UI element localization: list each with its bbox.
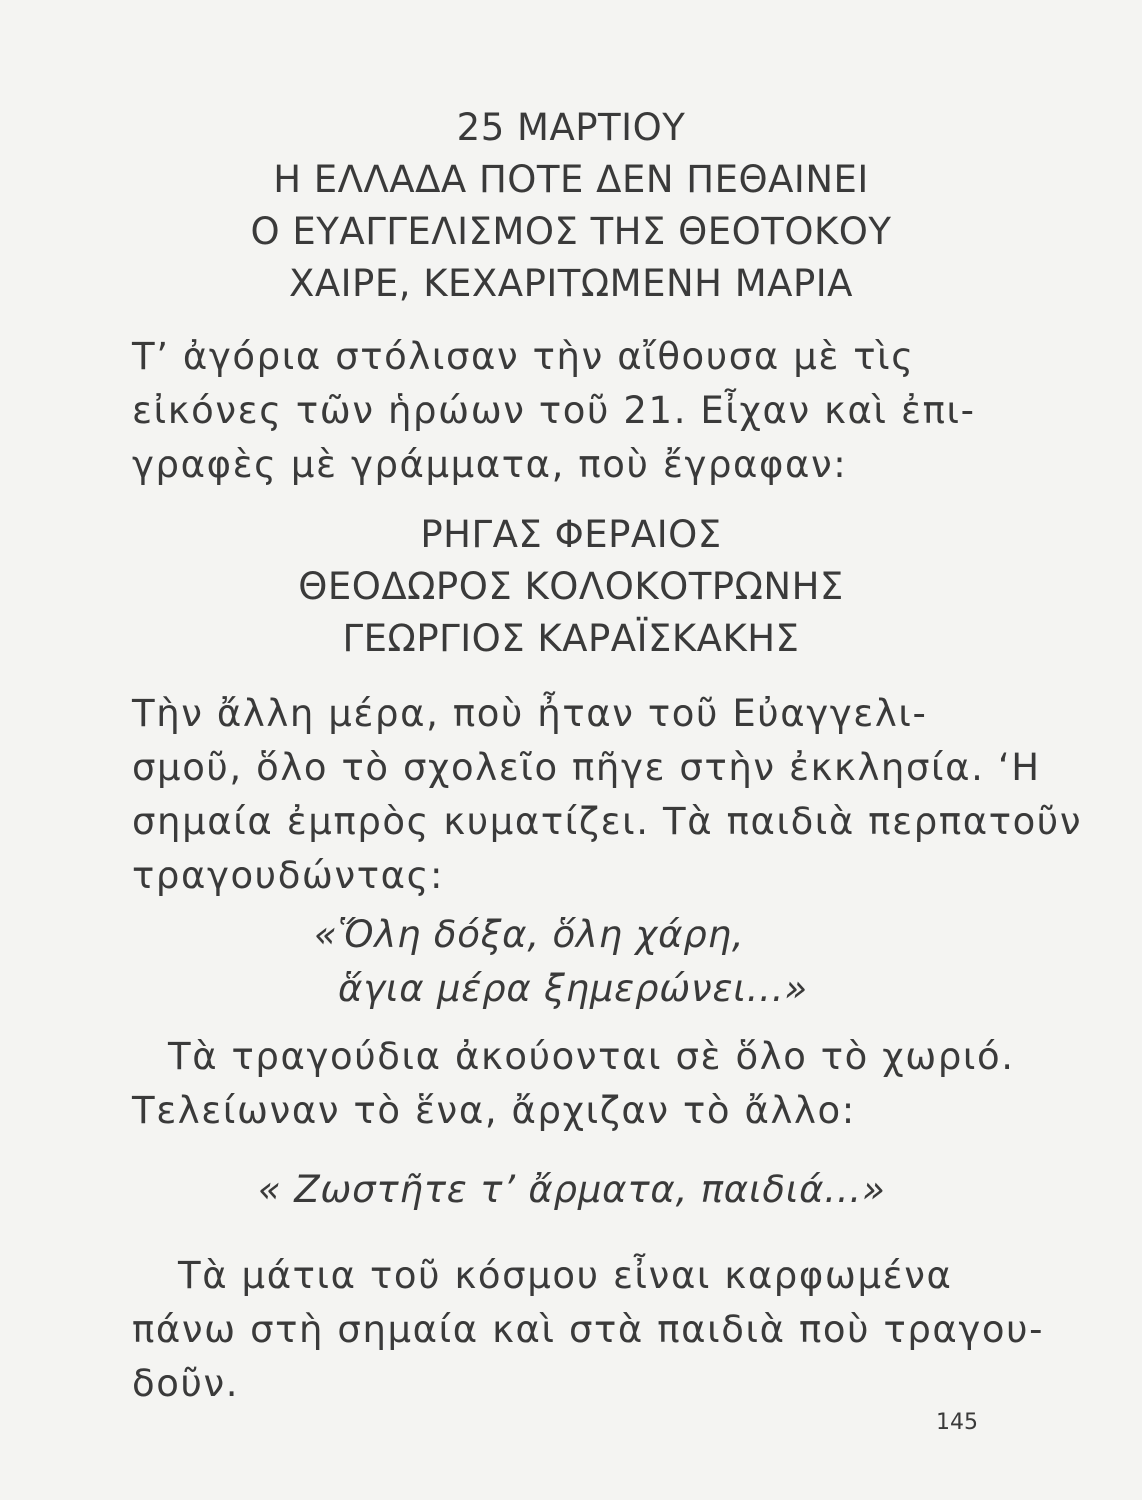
text-line: τραγουδώντας:: [132, 854, 445, 897]
text-line: σημαία ἐμπρὸς κυματίζει. Τὰ παιδιὰ περπατοῦν: [132, 800, 1083, 843]
hero-name: ΓΕΩΡΓΙΟΣ ΚΑΡΑΪΣΚΑΚΗΣ: [342, 617, 800, 660]
heading-line: Ο ΕΥΑΓΓΕΛΙΣΜΟΣ ΤΗΣ ΘΕΟΤΟΚΟΥ: [250, 210, 892, 253]
text-line: εἰκόνες τῶν ἡρώων τοῦ 21. Εἶχαν καὶ ἐπι-: [132, 389, 976, 432]
hero-name: ΡΗΓΑΣ ΦΕΡΑΙΟΣ: [420, 513, 722, 556]
heading-line: 25 ΜΑΡΤΙΟΥ: [456, 106, 686, 149]
song-verse-1: «Ὅλη δόξα, ὅλη χάρη,: [314, 913, 745, 956]
paragraph-3: [168, 1030, 1015, 1084]
text-line: Τ’ ἀγόρια στόλισαν τὴν αἴθουσα μὲ τὶς: [132, 335, 915, 378]
paragraph-3-cont: [132, 1084, 1012, 1138]
heading-line: Η ΕΛΛΑΔΑ ΠΟΤΕ ΔΕΝ ΠΕΘΑΙΝΕΙ: [273, 158, 869, 201]
song-verse-2: ἅγια μέρα ξημερώνει...»: [338, 967, 808, 1010]
text-line: Τὰ τραγούδια ἀκούονται σὲ ὅλο τὸ χωριό.: [168, 1035, 1015, 1078]
song-verse-3: « Ζωστῆτε τ’ ἄρματα, παιδιά...»: [258, 1168, 886, 1211]
paragraph-2: [132, 687, 1083, 903]
paragraph-4-cont: [132, 1303, 1045, 1411]
hero-names: [0, 509, 1142, 665]
text-line: Τὴν ἄλλη μέρα, ποὺ ἦταν τοῦ Εὐαγγελι-: [132, 692, 928, 735]
hero-name: ΘΕΟΔΩΡΟΣ ΚΟΛΟΚΟΤΡΩΝΗΣ: [298, 565, 844, 608]
text-line: Τὰ μάτια τοῦ κόσμου εἶναι καρφωμένα: [178, 1254, 953, 1297]
page-number: 145: [936, 1410, 978, 1435]
paragraph-1: [132, 330, 1012, 492]
heading-line: ΧΑΙΡΕ, ΚΕΧΑΡΙΤΩΜΕΝΗ ΜΑΡΙΑ: [288, 262, 853, 305]
chapter-heading: [0, 102, 1142, 310]
text-line: πάνω στὴ σημαία καὶ στὰ παιδιὰ ποὺ τραγου-: [132, 1308, 1045, 1351]
text-line: δοῦν.: [132, 1362, 240, 1405]
paragraph-4: [178, 1249, 988, 1303]
text-line: σμοῦ, ὅλο τὸ σχολεῖο πῆγε στὴν ἐκκλησία. ‘Η: [132, 746, 1041, 789]
text-line: γραφὲς μὲ γράμματα, ποὺ ἔγραφαν:: [132, 443, 848, 486]
text-line: Τελείωναν τὸ ἕνα, ἄρχιζαν τὸ ἄλλο:: [132, 1089, 856, 1132]
